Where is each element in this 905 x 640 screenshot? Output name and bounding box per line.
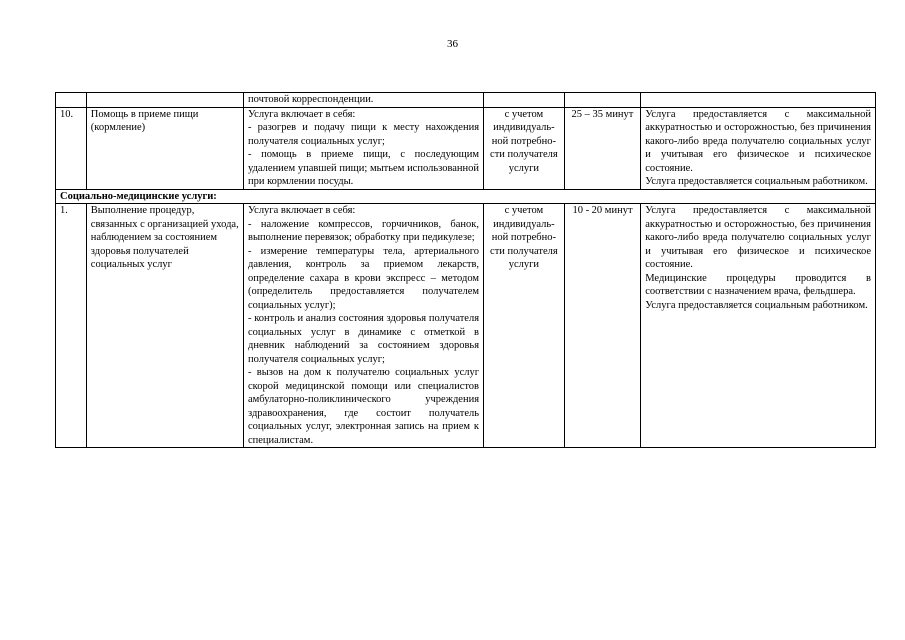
cell-condition: с учетом индивидуаль-ной потребно-сти получателя услуги (484, 204, 565, 448)
note-line: Медицинские процедуры проводится в соответствии с назначением врача, фельдшера. (645, 272, 871, 297)
cell-description (243, 107, 483, 189)
description-line: Услуга включает в себя: (247, 108, 356, 120)
cell-condition (484, 93, 565, 108)
cell-time: 10 - 20 минут (564, 204, 640, 448)
description-line: - помощь в приеме пищи, с последующим удалением упавшей пищи; мытьем использованной при кормлении посуды. (247, 149, 480, 187)
table-row (56, 204, 876, 448)
cell-note (641, 93, 876, 108)
note-line: Услуга предоставляется с максимальной аккуратностью и осторожностью, без причинения какого-либо вреда получателю социальных услуг и учитывая его физическое и психическое состояние. (645, 205, 871, 270)
table-row-continued (56, 93, 876, 108)
cell-note (641, 204, 876, 448)
cell-num: 10. (56, 107, 87, 189)
note-line: Услуга предоставляется с максимальной аккуратностью и осторожностью, без причинения какого-либо вреда получателю социальных услуг и учитывая его физическое и психическое состояние. (645, 108, 871, 174)
description-line: - разогрев и подачу пищи к месту нахождения получателя социальных услуг; (247, 122, 480, 147)
cell-note (641, 107, 876, 189)
section-header-row (56, 189, 876, 204)
cell-name: Помощь в приеме пищи (кормление) (86, 107, 243, 189)
cell-time: 25 – 35 минут (564, 107, 640, 189)
description-line: Услуга включает в себя: (247, 205, 356, 216)
cell-num (56, 93, 87, 108)
table-row (56, 107, 876, 189)
note-line: Услуга предоставляется социальным работником. (645, 299, 868, 311)
note-line: Услуга предоставляется социальным работником. (645, 176, 868, 187)
cell-num: 1. (56, 204, 87, 448)
cell-description (243, 204, 483, 448)
description-line: - вызов на дом к получателю социальных услуг скорой медицинской помощи или специалистов амбулаторно-поликлинического учреждения здравоохранения, где состоит получатель социальных услуг, электронная запись на прием к специалистам. (247, 367, 480, 446)
page-number: 36 (447, 38, 458, 50)
cell-time (564, 93, 640, 108)
cell-description: почтовой корреспонденции. (243, 93, 483, 108)
description-line: - контроль и анализ состояния здоровья получателя социальных услуг в динамике с отметкой в дневник наблюдений за состоянием здоровья получателя социальных услуг; (247, 313, 480, 365)
services-table (55, 92, 876, 448)
cell-condition: с учетом индивидуаль-ной потребно-сти получателя услуги (484, 107, 565, 189)
section-title: Социально-медицинские услуги: (56, 189, 876, 204)
description-line: - измерение температуры тела, артериального давления, контроль за приемом лекарств, определение сахара в крови экспресс – методом (определитель предоставляется получателем социальных услуг); (247, 245, 480, 311)
description-line: - наложение компрессов, горчичников, банок, выполнение перевязок; обработку при педикулезе; (247, 218, 480, 243)
cell-name (86, 93, 243, 108)
cell-name: Выполнение процедур, связанных с организацией ухода, наблюдением за состоянием здоровья получателей социальных услуг (86, 204, 243, 448)
